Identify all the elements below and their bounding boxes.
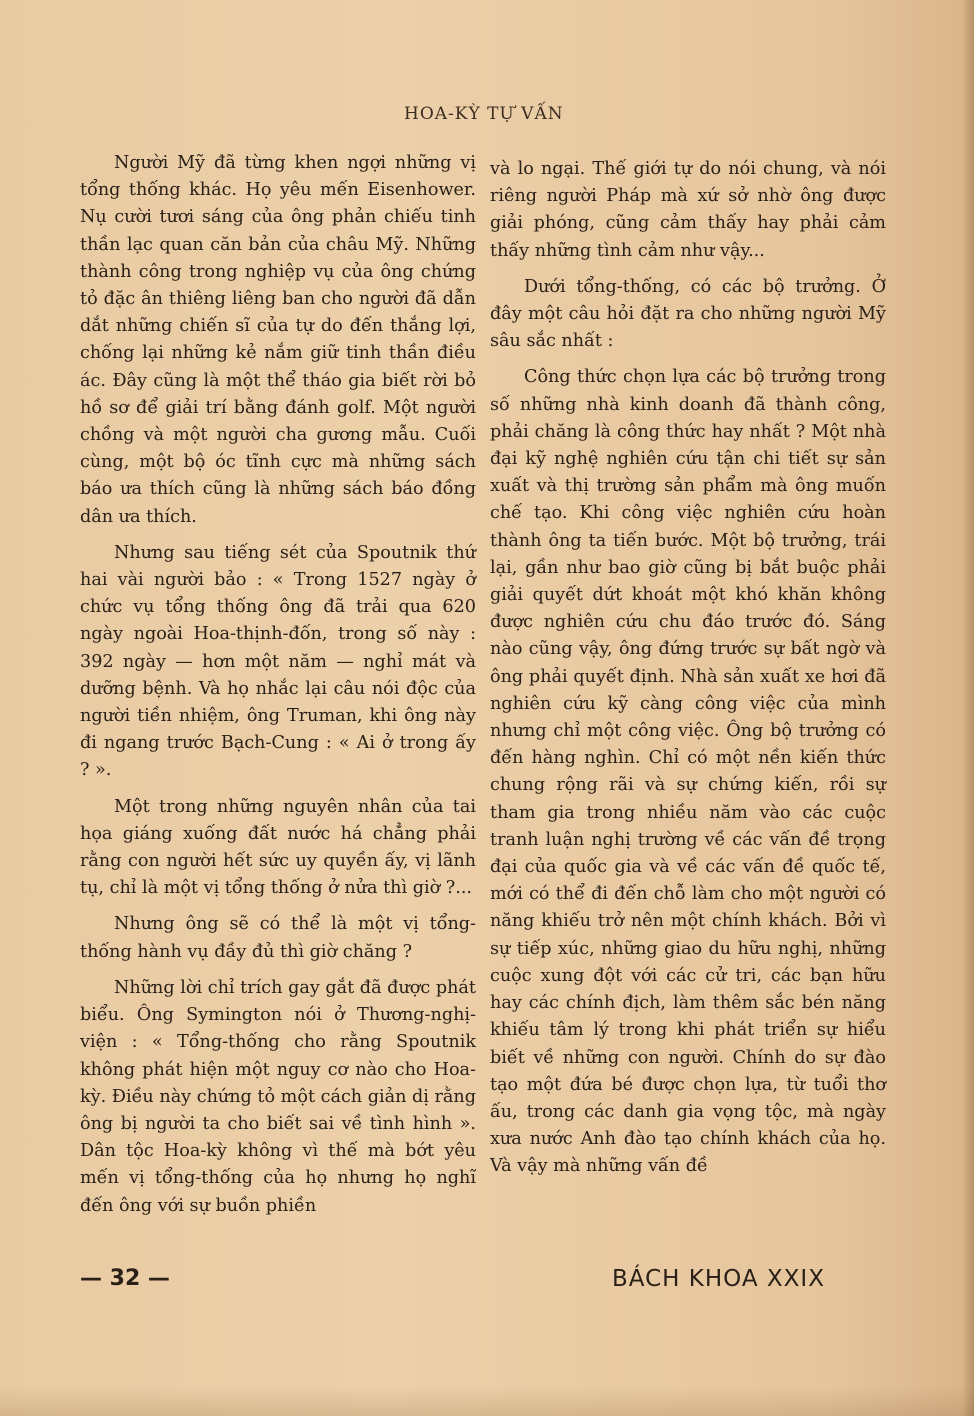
paragraph: Người Mỹ đã từng khen ngợi những vị tổng thống khác. Họ yêu mến Eisenhower. Nụ cười tươi sáng của ông phản chiếu tinh thần lạc quan căn bản của châu Mỹ. Những thành công trong nghiệp vụ của ông chứng tỏ đặc ân thiêng liêng ban cho người đã dẫn dắt những chiến sĩ của tự do đến thắng lợi, chống lại những kẻ nắm giữ tinh thần điều ác. Đây cũng là một thể tháo gia biết rời bỏ hồ sơ để giải trí bằng đánh golf. Một người chồng và một người cha gương mẫu. Cuối cùng, một bộ óc tĩnh cực mà những sách báo ưa thích cũng là những sách báo đồng dân ưa thích. [80, 153, 476, 527]
left-column [80, 150, 476, 1229]
paragraph: và lo ngại. Thế giới tự do nói chung, và nói riêng người Pháp mà xứ sở nhờ ông được giải phóng, cũng cảm thấy hay phải cảm thấy những tình cảm như vậy... [490, 159, 886, 261]
page-bottom-shadow [0, 1386, 974, 1416]
magazine-title: BÁCH KHOA XXIX [612, 1266, 825, 1292]
paragraph: Nhưng sau tiếng sét của Spoutnik thứ hai vài người bảo : « Trong 1527 ngày ở chức vụ tổng thống ông đã trải qua 620 ngày ngoài Hoa-thịnh-đốn, trong số này : 392 ngày — hơn một năm — nghỉ mát và dưỡng bệnh. Và họ nhắc lại câu nói độc của người tiền nhiệm, ông Truman, khi ông này đi ngang trước Bạch-Cung : « Ai ở trong ấy ? ». [80, 542, 476, 781]
paragraph: Nhưng ông sẽ có thể là một vị tổng-thống hành vụ đầy đủ thì giờ chăng ? [80, 914, 476, 962]
paragraph: Một trong những nguyên nhân của tai họa giáng xuống đất nước há chẳng phải rằng con người hết sức uy quyền ấy, vị lãnh tụ, chỉ là một vị tổng thống ở nửa thì giờ ?... [80, 796, 476, 899]
running-title: HOA-KỲ TỰ VẤN [404, 104, 564, 124]
paragraph: Công thức chọn lựa các bộ trưởng trong số những nhà kinh doanh đã thành công, phải chăng là công thức hay nhất ? Một nhà đại kỹ nghệ nghiên cứu tận chi tiết sự sản xuất và thị trường sản phẩm mà ông muốn chế tạo. Khi công việc nghiên cứu hoàn thành ông ta tiến bước. Một bộ trưởng, trái lại, gần như bao giờ cũng bị bắt buộc phải giải quyết dứt khoát một khó khăn không được nghiên cứu chu đáo trước đó. Sáng nào cũng vậy, ông đứng trước sự bất ngờ và ông phải quyết định. Nhà sản xuất xe hơi đã nghiên cứu kỹ càng công việc của mình nhưng chỉ một công việc. Ông bộ trưởng có đến hàng nghìn. Chỉ có một nền kiến thức chung rộng rãi và sự chứng kiến, rồi sự tham gia trong nhiều năm vào các cuộc tranh luận nghị trường về các vấn đề trọng đại của quốc gia và về các vấn đề quốc tế, mới có thể đi đến chỗ làm cho một người có năng khiếu trở nên một chính khách. Bởi vì sự tiếp xúc, những giao du hữu nghị, những cuộc xung đột với các cử tri, các bạn hữu hay các chính địch, làm thêm sắc bén năng khiếu tâm lý trong khi phát triển sự hiểu biết về những con người. Chính do sự đào tạo một đứa bé được chọn lựa, từ tuổi thơ ấu, trong các danh gia vọng tộc, mà ngày xưa nước Anh đào tạo chính khách của họ. Và vậy mà những vấn đề [490, 367, 886, 1177]
page-number: — 32 — [80, 1266, 170, 1291]
paragraph: Những lời chỉ trích gay gắt đã được phát biểu. Ông Symington nói ở Thương-nghị-viện : « Tổng-thống cho rằng Spoutnik không phát hiện một nguy cơ nào cho Hoa-kỳ. Điều này chứng tỏ một cách giản dị rằng ông bị người ta cho biết sai về tình hình ». Dân tộc Hoa-kỳ không vì thế mà bớt yêu mến vị tổng-thống của họ nhưng họ nghĩ đến ông với sự buồn phiền [80, 977, 477, 1216]
paragraph: Dưới tổng-thống, có các bộ trưởng. Ở đây một câu hỏi đặt ra cho những người Mỹ sâu sắc nhất : [490, 276, 886, 352]
right-column [490, 156, 886, 1190]
page-edge-shadow [962, 0, 974, 1416]
